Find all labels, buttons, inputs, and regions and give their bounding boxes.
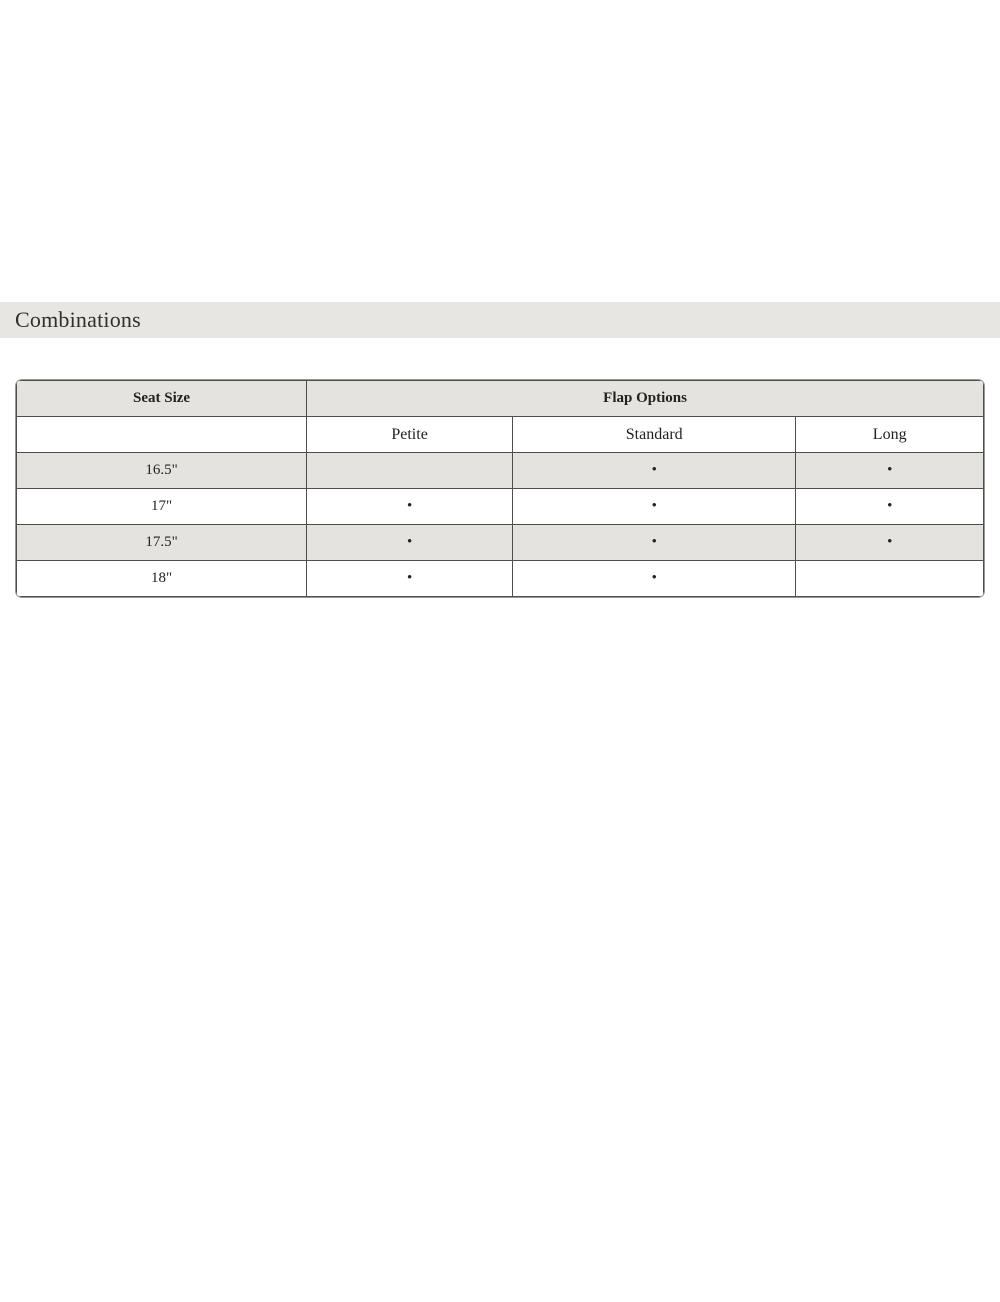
col-header-seat-size: Seat Size [17, 381, 307, 417]
availability-long [796, 561, 984, 597]
table-header-row [17, 381, 984, 417]
subheader-petite: Petite [307, 417, 513, 453]
table-row [17, 525, 984, 561]
availability-petite: • [307, 561, 513, 597]
availability-long: • [796, 525, 984, 561]
table-row [17, 561, 984, 597]
combinations-table-frame [15, 379, 985, 598]
subheader-standard: Standard [513, 417, 796, 453]
table-row [17, 489, 984, 525]
availability-long: • [796, 489, 984, 525]
table-row [17, 453, 984, 489]
availability-standard: • [513, 453, 796, 489]
seat-size-cell: 17.5" [17, 525, 307, 561]
availability-standard: • [513, 525, 796, 561]
subheader-long: Long [796, 417, 984, 453]
availability-long: • [796, 453, 984, 489]
availability-petite [307, 453, 513, 489]
availability-standard: • [513, 489, 796, 525]
table-subheader-row [17, 417, 984, 453]
availability-petite: • [307, 489, 513, 525]
availability-standard: • [513, 561, 796, 597]
section-title: Combinations [15, 307, 141, 332]
seat-size-cell: 16.5" [17, 453, 307, 489]
combinations-section-header [0, 302, 1000, 338]
subheader-empty-cell [17, 417, 307, 453]
col-header-flap-options: Flap Options [307, 381, 984, 417]
seat-size-cell: 17" [17, 489, 307, 525]
availability-petite: • [307, 525, 513, 561]
combinations-table [16, 380, 984, 597]
seat-size-cell: 18" [17, 561, 307, 597]
